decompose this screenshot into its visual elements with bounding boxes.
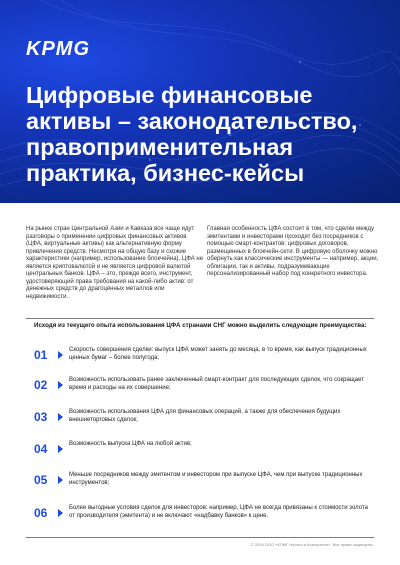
benefit-number: 05 bbox=[34, 473, 48, 487]
benefit-item bbox=[34, 441, 374, 463]
footer-copyright: © 2024 ООО «КПМГ Налоги и Консалтинг». Все права защищены. bbox=[250, 542, 374, 547]
benefit-item bbox=[34, 347, 374, 369]
benefit-number: 02 bbox=[34, 378, 48, 392]
intro-paragraph-left: На рынке стран Центральной Азии и Кавказа все чаще идут разговоры о применении цифровых финансовых активов (ЦФА, виртуальные активы) как альтернативную форму привлечения средств. Несмотря на общую базу и схожие характеристики (например, использование блокчейна), ЦФА не является криптовалютой и не является цифровой валютой центральных банков. ЦФА – это, прежде всего, инструмент, удостоверяющий права требования на какой-либо актив: от денежных средств до драгоценных металлов или недвижимости. bbox=[26, 226, 204, 300]
benefit-number: 03 bbox=[34, 410, 48, 424]
benefit-text: Возможность использования ЦФА для финансовых операций, а также для обеспечения будущих внешнеторговых сделок; bbox=[69, 409, 341, 423]
benefit-text: Более выгодные условия сделок для инвесторов: например, ЦФА не всегда привязаны к стоимости золота от производителя (эмитента) и не включают «надбавку банков» к цене. bbox=[69, 505, 368, 519]
benefit-item bbox=[34, 472, 374, 494]
benefit-text: Возможность использовать ранее заключенный смарт-контракт для последующих сделок, что сокращает время и расходы на их совершение; bbox=[69, 377, 364, 391]
arrow-right-icon bbox=[58, 381, 63, 389]
benefit-text: Меньше посредников между эмитентом и инвестором при выпуске ЦФА, чем при выпуске традиционных инструментов; bbox=[69, 472, 363, 486]
kpmg-logo: KPMG bbox=[26, 38, 90, 60]
arrow-right-icon bbox=[58, 413, 63, 421]
arrow-right-icon bbox=[58, 476, 63, 484]
benefit-item bbox=[34, 505, 374, 527]
benefit-number: 01 bbox=[34, 348, 48, 362]
arrow-right-icon bbox=[58, 445, 63, 453]
benefit-text: Скорость совершения сделки: выпуск ЦФА может занять до месяца, в то время, как выпуск традиционных ценных бумаг – более полугода; bbox=[69, 347, 367, 361]
benefit-number: 06 bbox=[34, 506, 48, 520]
section-divider-bottom bbox=[26, 537, 374, 538]
benefit-item bbox=[34, 409, 374, 431]
arrow-right-icon bbox=[58, 509, 63, 517]
arrow-right-icon bbox=[58, 351, 63, 359]
benefit-item bbox=[34, 377, 374, 399]
intro-paragraph-right: Главная особенность ЦФА состоит в том, что сделки между эмитентами и инвесторами проходят без посредников с помощью смарт-контрактов: цифровых договоров, размещенных в блокчейн-сети. В цифровую оболочку можно обернуть как классические инструменты — например, акции, облигации, так и активы, подразумевающие персонализированный набор под конкретного инвестора. bbox=[207, 226, 379, 277]
hero-banner bbox=[0, 0, 400, 203]
section-divider-top bbox=[26, 318, 374, 319]
benefit-number: 04 bbox=[34, 442, 48, 456]
benefits-lead: Исходя из текущего опыта использования ЦФА странами СНГ можно выделить следующие преимущества: bbox=[34, 322, 367, 329]
page-title: Цифровые финансовые активы – законодательство, правоприменительная практика, бизнес-кейсы bbox=[26, 82, 358, 186]
benefit-text: Возможность выпуска ЦФА на любой актив; bbox=[69, 441, 192, 447]
